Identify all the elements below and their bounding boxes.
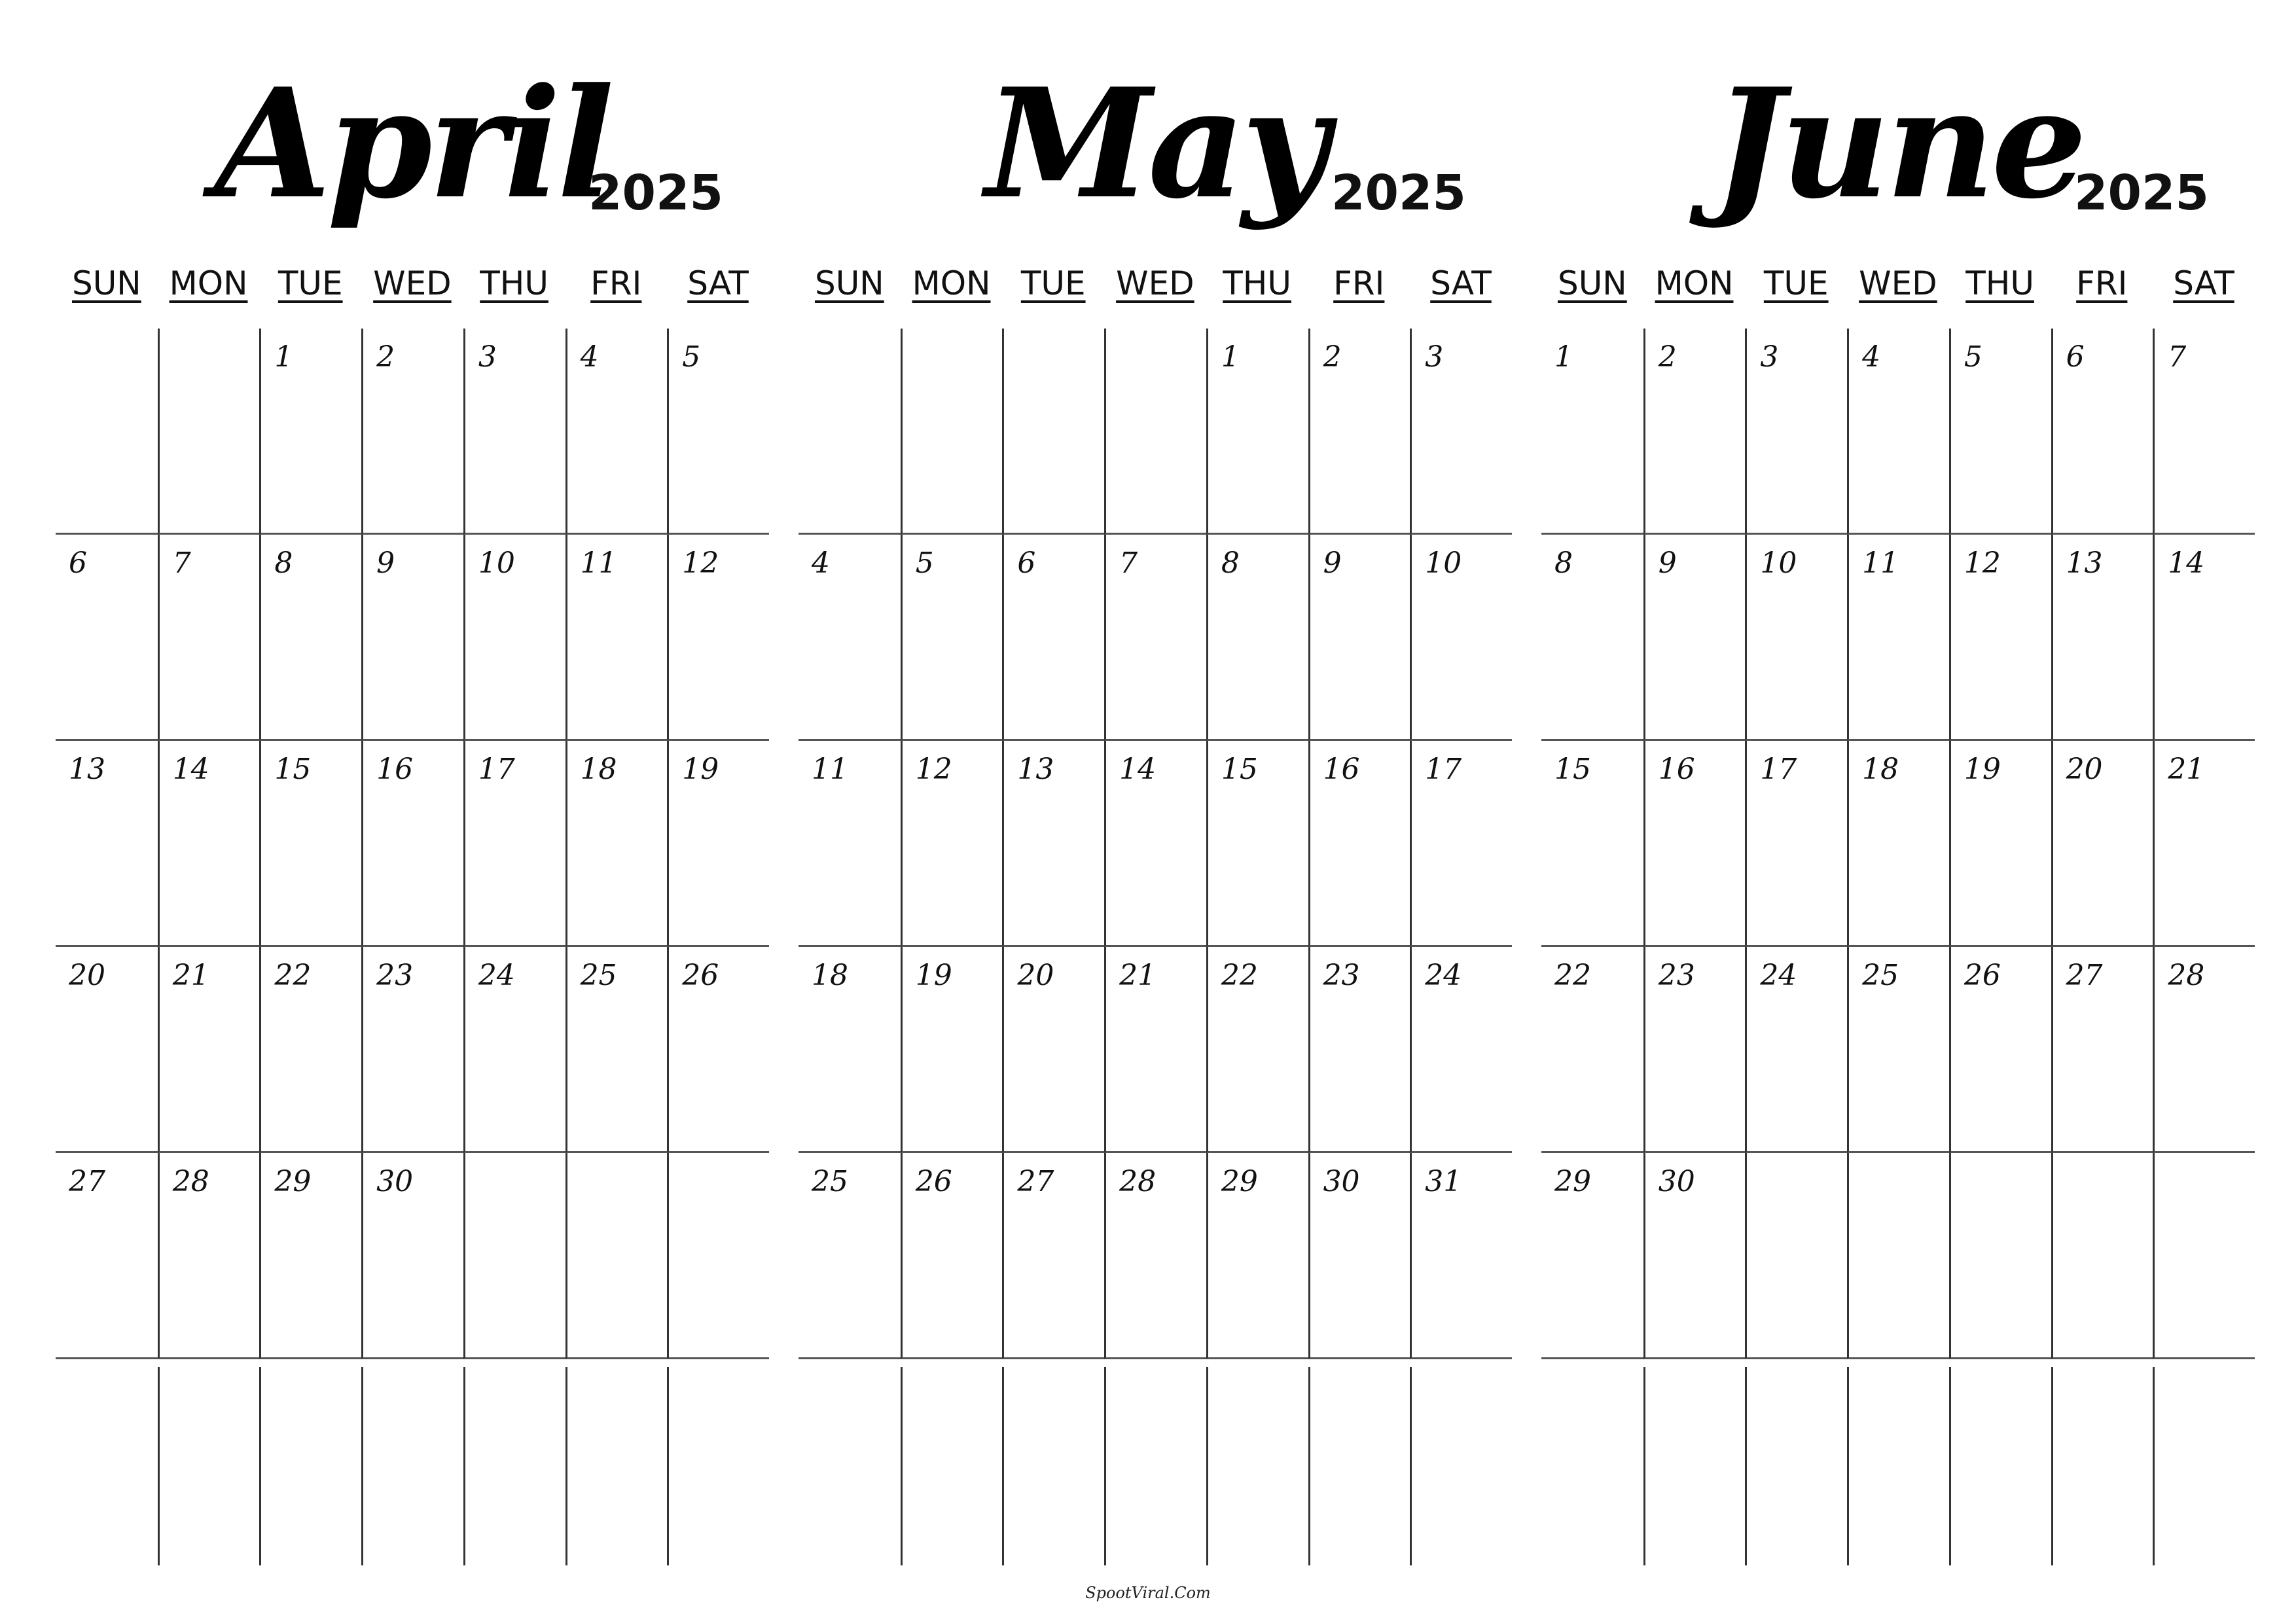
day-cell	[667, 741, 769, 947]
day-cell	[1745, 1367, 1847, 1565]
day-cell	[158, 1367, 260, 1565]
month-april	[56, 0, 769, 1623]
day-number: 8	[1221, 546, 1240, 580]
day-cell	[1541, 947, 1643, 1153]
day-cell	[1002, 329, 1104, 535]
day-number: 21	[1119, 959, 1157, 992]
day-cell	[1949, 741, 2051, 947]
day-cell	[1410, 1153, 1512, 1359]
day-number: 6	[69, 546, 87, 580]
day-number: 22	[274, 959, 312, 992]
day-cell	[2051, 535, 2153, 741]
day-number: 30	[1658, 1165, 1695, 1198]
day-cell	[565, 535, 668, 741]
day-number: 3	[478, 340, 497, 374]
weekday-label-wed: WED	[373, 264, 452, 302]
day-cell	[1745, 535, 1847, 741]
day-number: 7	[2168, 340, 2187, 374]
day-cell	[56, 1153, 158, 1359]
day-cell	[1002, 1153, 1104, 1359]
day-cell	[798, 1367, 901, 1565]
day-number: 17	[1760, 753, 1797, 786]
day-cell	[1541, 535, 1643, 741]
day-cell	[463, 329, 565, 535]
day-cell	[1206, 329, 1308, 535]
day-cell	[1541, 1367, 1643, 1565]
day-cell	[259, 1153, 361, 1359]
day-cell	[1643, 741, 1746, 947]
day-cell	[463, 947, 565, 1153]
day-number: 26	[1964, 959, 2001, 992]
day-cell	[565, 947, 668, 1153]
day-number: 7	[172, 546, 191, 580]
footer-watermark: SpootViral.Com	[1085, 1584, 1211, 1602]
day-cell	[1308, 329, 1410, 535]
day-number: 16	[376, 753, 414, 786]
day-number: 2	[1323, 340, 1342, 374]
weekday-label-fri: FRI	[1333, 264, 1385, 302]
day-number: 26	[682, 959, 719, 992]
day-cell	[1308, 1367, 1410, 1565]
day-cell	[1308, 947, 1410, 1153]
day-number: 31	[1425, 1165, 1462, 1198]
day-number: 15	[1221, 753, 1258, 786]
day-cell	[1206, 741, 1308, 947]
weekday-label-wed: WED	[1116, 264, 1194, 302]
day-number: 12	[1964, 546, 2001, 580]
weekday-label-mon: MON	[169, 264, 248, 302]
day-number: 4	[1862, 340, 1881, 374]
day-number: 27	[2066, 959, 2103, 992]
day-number: 10	[1760, 546, 1797, 580]
day-cell	[798, 947, 901, 1153]
day-number: 6	[1017, 546, 1036, 580]
day-cell	[1745, 947, 1847, 1153]
day-number: 5	[915, 546, 934, 580]
day-number: 11	[812, 753, 848, 786]
day-number: 27	[69, 1165, 105, 1198]
day-grid	[798, 329, 1512, 1565]
weekday-label-thu: THU	[1965, 264, 2034, 302]
day-cell	[1104, 741, 1206, 947]
day-cell	[463, 741, 565, 947]
day-cell	[1104, 1153, 1206, 1359]
day-number: 17	[478, 753, 515, 786]
day-cell	[565, 1367, 668, 1565]
day-cell	[1745, 329, 1847, 535]
day-number: 9	[1323, 546, 1342, 580]
day-number: 18	[812, 959, 848, 992]
day-cell	[463, 1367, 565, 1565]
month-title: June	[1713, 56, 2083, 232]
month-year: 2025	[1331, 165, 1466, 221]
day-number: 24	[1425, 959, 1462, 992]
day-number: 2	[1658, 340, 1677, 374]
day-number: 24	[1760, 959, 1797, 992]
weekday-header	[56, 264, 769, 313]
day-number: 10	[1425, 546, 1462, 580]
day-cell	[1949, 1153, 2051, 1359]
day-number: 8	[1554, 546, 1573, 580]
month-may	[798, 0, 1512, 1623]
day-cell	[798, 741, 901, 947]
day-cell	[158, 947, 260, 1153]
day-number: 14	[172, 753, 209, 786]
day-number: 18	[1862, 753, 1899, 786]
day-cell	[1308, 1153, 1410, 1359]
day-number: 9	[376, 546, 395, 580]
day-cell	[1643, 947, 1746, 1153]
day-number: 20	[1017, 959, 1054, 992]
day-cell	[2051, 741, 2153, 947]
day-cell	[1949, 329, 2051, 535]
weekday-label-sat: SAT	[687, 264, 749, 302]
weekday-label-sat: SAT	[2173, 264, 2234, 302]
day-number: 14	[1119, 753, 1157, 786]
day-number: 1	[274, 340, 293, 374]
day-cell	[1104, 535, 1206, 741]
day-number: 15	[274, 753, 312, 786]
day-cell	[2153, 1367, 2255, 1565]
day-number: 22	[1554, 959, 1591, 992]
day-cell	[1643, 329, 1746, 535]
day-cell	[2051, 1367, 2153, 1565]
day-cell	[901, 329, 1003, 535]
day-cell	[798, 535, 901, 741]
day-cell	[1643, 1367, 1746, 1565]
day-cell	[2153, 535, 2255, 741]
day-cell	[56, 947, 158, 1153]
day-number: 17	[1425, 753, 1462, 786]
day-number: 23	[376, 959, 414, 992]
day-number: 1	[1221, 340, 1240, 374]
day-cell	[1745, 741, 1847, 947]
weekday-label-thu: THU	[480, 264, 548, 302]
month-title: April	[214, 56, 611, 232]
day-number: 16	[1658, 753, 1695, 786]
day-cell	[1002, 1367, 1104, 1565]
weekday-label-tue: TUE	[1763, 264, 1829, 302]
day-number: 28	[1119, 1165, 1157, 1198]
day-cell	[56, 741, 158, 947]
weekday-label-sun: SUN	[814, 264, 884, 302]
month-june	[1541, 0, 2255, 1623]
day-number: 30	[1323, 1165, 1360, 1198]
weekday-label-sat: SAT	[1430, 264, 1492, 302]
day-cell	[2153, 1153, 2255, 1359]
day-number: 6	[2066, 340, 2085, 374]
day-cell	[1541, 329, 1643, 535]
day-cell	[901, 741, 1003, 947]
day-cell	[2051, 1153, 2153, 1359]
day-cell	[259, 535, 361, 741]
day-cell	[259, 741, 361, 947]
day-cell	[259, 1367, 361, 1565]
day-cell	[1206, 1153, 1308, 1359]
day-cell	[798, 329, 901, 535]
day-number: 22	[1221, 959, 1258, 992]
day-cell	[565, 1153, 668, 1359]
month-year: 2025	[2074, 165, 2209, 221]
weekday-header	[1541, 264, 2255, 313]
day-number: 2	[376, 340, 395, 374]
day-cell	[56, 535, 158, 741]
day-cell	[901, 1153, 1003, 1359]
day-cell	[463, 1153, 565, 1359]
day-cell	[1949, 1367, 2051, 1565]
day-number: 5	[1964, 340, 1982, 374]
day-cell	[1745, 1153, 1847, 1359]
day-number: 18	[580, 753, 617, 786]
day-cell	[1643, 1153, 1746, 1359]
day-number: 27	[1017, 1165, 1054, 1198]
day-cell	[901, 1367, 1003, 1565]
day-cell	[667, 329, 769, 535]
day-cell	[901, 535, 1003, 741]
day-cell	[1308, 535, 1410, 741]
day-cell	[1410, 1367, 1512, 1565]
day-cell	[2153, 947, 2255, 1153]
weekday-label-sun: SUN	[1557, 264, 1627, 302]
day-cell	[1643, 535, 1746, 741]
day-number: 12	[682, 546, 719, 580]
day-cell	[667, 535, 769, 741]
day-number: 11	[580, 546, 617, 580]
day-cell	[1410, 329, 1512, 535]
day-number: 3	[1425, 340, 1444, 374]
day-number: 9	[1658, 546, 1677, 580]
day-cell	[667, 947, 769, 1153]
day-number: 12	[915, 753, 952, 786]
day-cell	[1206, 535, 1308, 741]
day-number: 4	[812, 546, 830, 580]
day-cell	[1206, 947, 1308, 1153]
day-cell	[1949, 535, 2051, 741]
day-number: 24	[478, 959, 515, 992]
weekday-label-mon: MON	[912, 264, 991, 302]
day-number: 19	[1964, 753, 2001, 786]
month-title: May	[985, 56, 1325, 232]
day-number: 8	[274, 546, 293, 580]
day-number: 16	[1323, 753, 1360, 786]
day-number: 13	[1017, 753, 1054, 786]
day-number: 30	[376, 1165, 414, 1198]
day-cell	[2051, 329, 2153, 535]
weekday-label-thu: THU	[1223, 264, 1291, 302]
day-cell	[259, 329, 361, 535]
day-cell	[361, 1367, 463, 1565]
weekday-header	[798, 264, 1512, 313]
weekday-label-tue: TUE	[278, 264, 343, 302]
day-cell	[259, 947, 361, 1153]
day-cell	[361, 535, 463, 741]
day-cell	[1847, 741, 1949, 947]
day-number: 25	[580, 959, 617, 992]
day-cell	[1847, 1153, 1949, 1359]
day-number: 3	[1760, 340, 1779, 374]
day-number: 19	[915, 959, 952, 992]
day-number: 10	[478, 546, 515, 580]
day-number: 14	[2168, 546, 2205, 580]
day-grid	[56, 329, 769, 1565]
day-cell	[56, 1367, 158, 1565]
day-cell	[1847, 947, 1949, 1153]
day-cell	[361, 947, 463, 1153]
day-cell	[1002, 947, 1104, 1153]
day-number: 28	[172, 1165, 209, 1198]
day-cell	[361, 741, 463, 947]
weekday-label-fri: FRI	[2076, 264, 2128, 302]
weekday-label-fri: FRI	[590, 264, 642, 302]
day-cell	[1847, 329, 1949, 535]
day-number: 4	[580, 340, 599, 374]
day-cell	[798, 1153, 901, 1359]
day-cell	[1847, 535, 1949, 741]
day-number: 21	[172, 959, 209, 992]
day-cell	[56, 329, 158, 535]
day-number: 26	[915, 1165, 952, 1198]
day-number: 15	[1554, 753, 1591, 786]
day-number: 13	[69, 753, 105, 786]
day-cell	[1410, 947, 1512, 1153]
day-number: 1	[1554, 340, 1573, 374]
day-cell	[2153, 741, 2255, 947]
weekday-label-sun: SUN	[71, 264, 141, 302]
day-cell	[1308, 741, 1410, 947]
day-number: 29	[1554, 1165, 1591, 1198]
day-cell	[667, 1367, 769, 1565]
day-cell	[2153, 329, 2255, 535]
day-number: 19	[682, 753, 719, 786]
day-cell	[1410, 535, 1512, 741]
day-number: 13	[2066, 546, 2103, 580]
weekday-label-wed: WED	[1859, 264, 1937, 302]
day-number: 21	[2168, 753, 2205, 786]
day-cell	[158, 329, 260, 535]
day-number: 23	[1323, 959, 1360, 992]
day-cell	[158, 741, 260, 947]
day-number: 7	[1119, 546, 1138, 580]
day-number: 5	[682, 340, 701, 374]
day-number: 20	[69, 959, 105, 992]
day-cell	[1002, 535, 1104, 741]
day-cell	[1104, 1367, 1206, 1565]
day-cell	[1104, 329, 1206, 535]
day-number: 25	[812, 1165, 848, 1198]
day-cell	[1410, 741, 1512, 947]
month-year: 2025	[588, 165, 723, 221]
day-cell	[158, 535, 260, 741]
day-number: 25	[1862, 959, 1899, 992]
day-cell	[1206, 1367, 1308, 1565]
day-cell	[1541, 1153, 1643, 1359]
day-cell	[463, 535, 565, 741]
day-cell	[667, 1153, 769, 1359]
day-cell	[361, 329, 463, 535]
day-cell	[565, 329, 668, 535]
day-cell	[1002, 741, 1104, 947]
day-cell	[1949, 947, 2051, 1153]
day-cell	[1847, 1367, 1949, 1565]
day-cell	[158, 1153, 260, 1359]
day-cell	[2051, 947, 2153, 1153]
day-cell	[565, 741, 668, 947]
day-cell	[1541, 741, 1643, 947]
weekday-label-mon: MON	[1655, 264, 1734, 302]
day-number: 29	[1221, 1165, 1258, 1198]
day-number: 11	[1862, 546, 1899, 580]
day-number: 29	[274, 1165, 312, 1198]
day-cell	[901, 947, 1003, 1153]
day-number: 28	[2168, 959, 2205, 992]
day-grid	[1541, 329, 2255, 1565]
weekday-label-tue: TUE	[1020, 264, 1086, 302]
day-number: 23	[1658, 959, 1695, 992]
day-cell	[361, 1153, 463, 1359]
day-number: 20	[2066, 753, 2103, 786]
day-cell	[1104, 947, 1206, 1153]
